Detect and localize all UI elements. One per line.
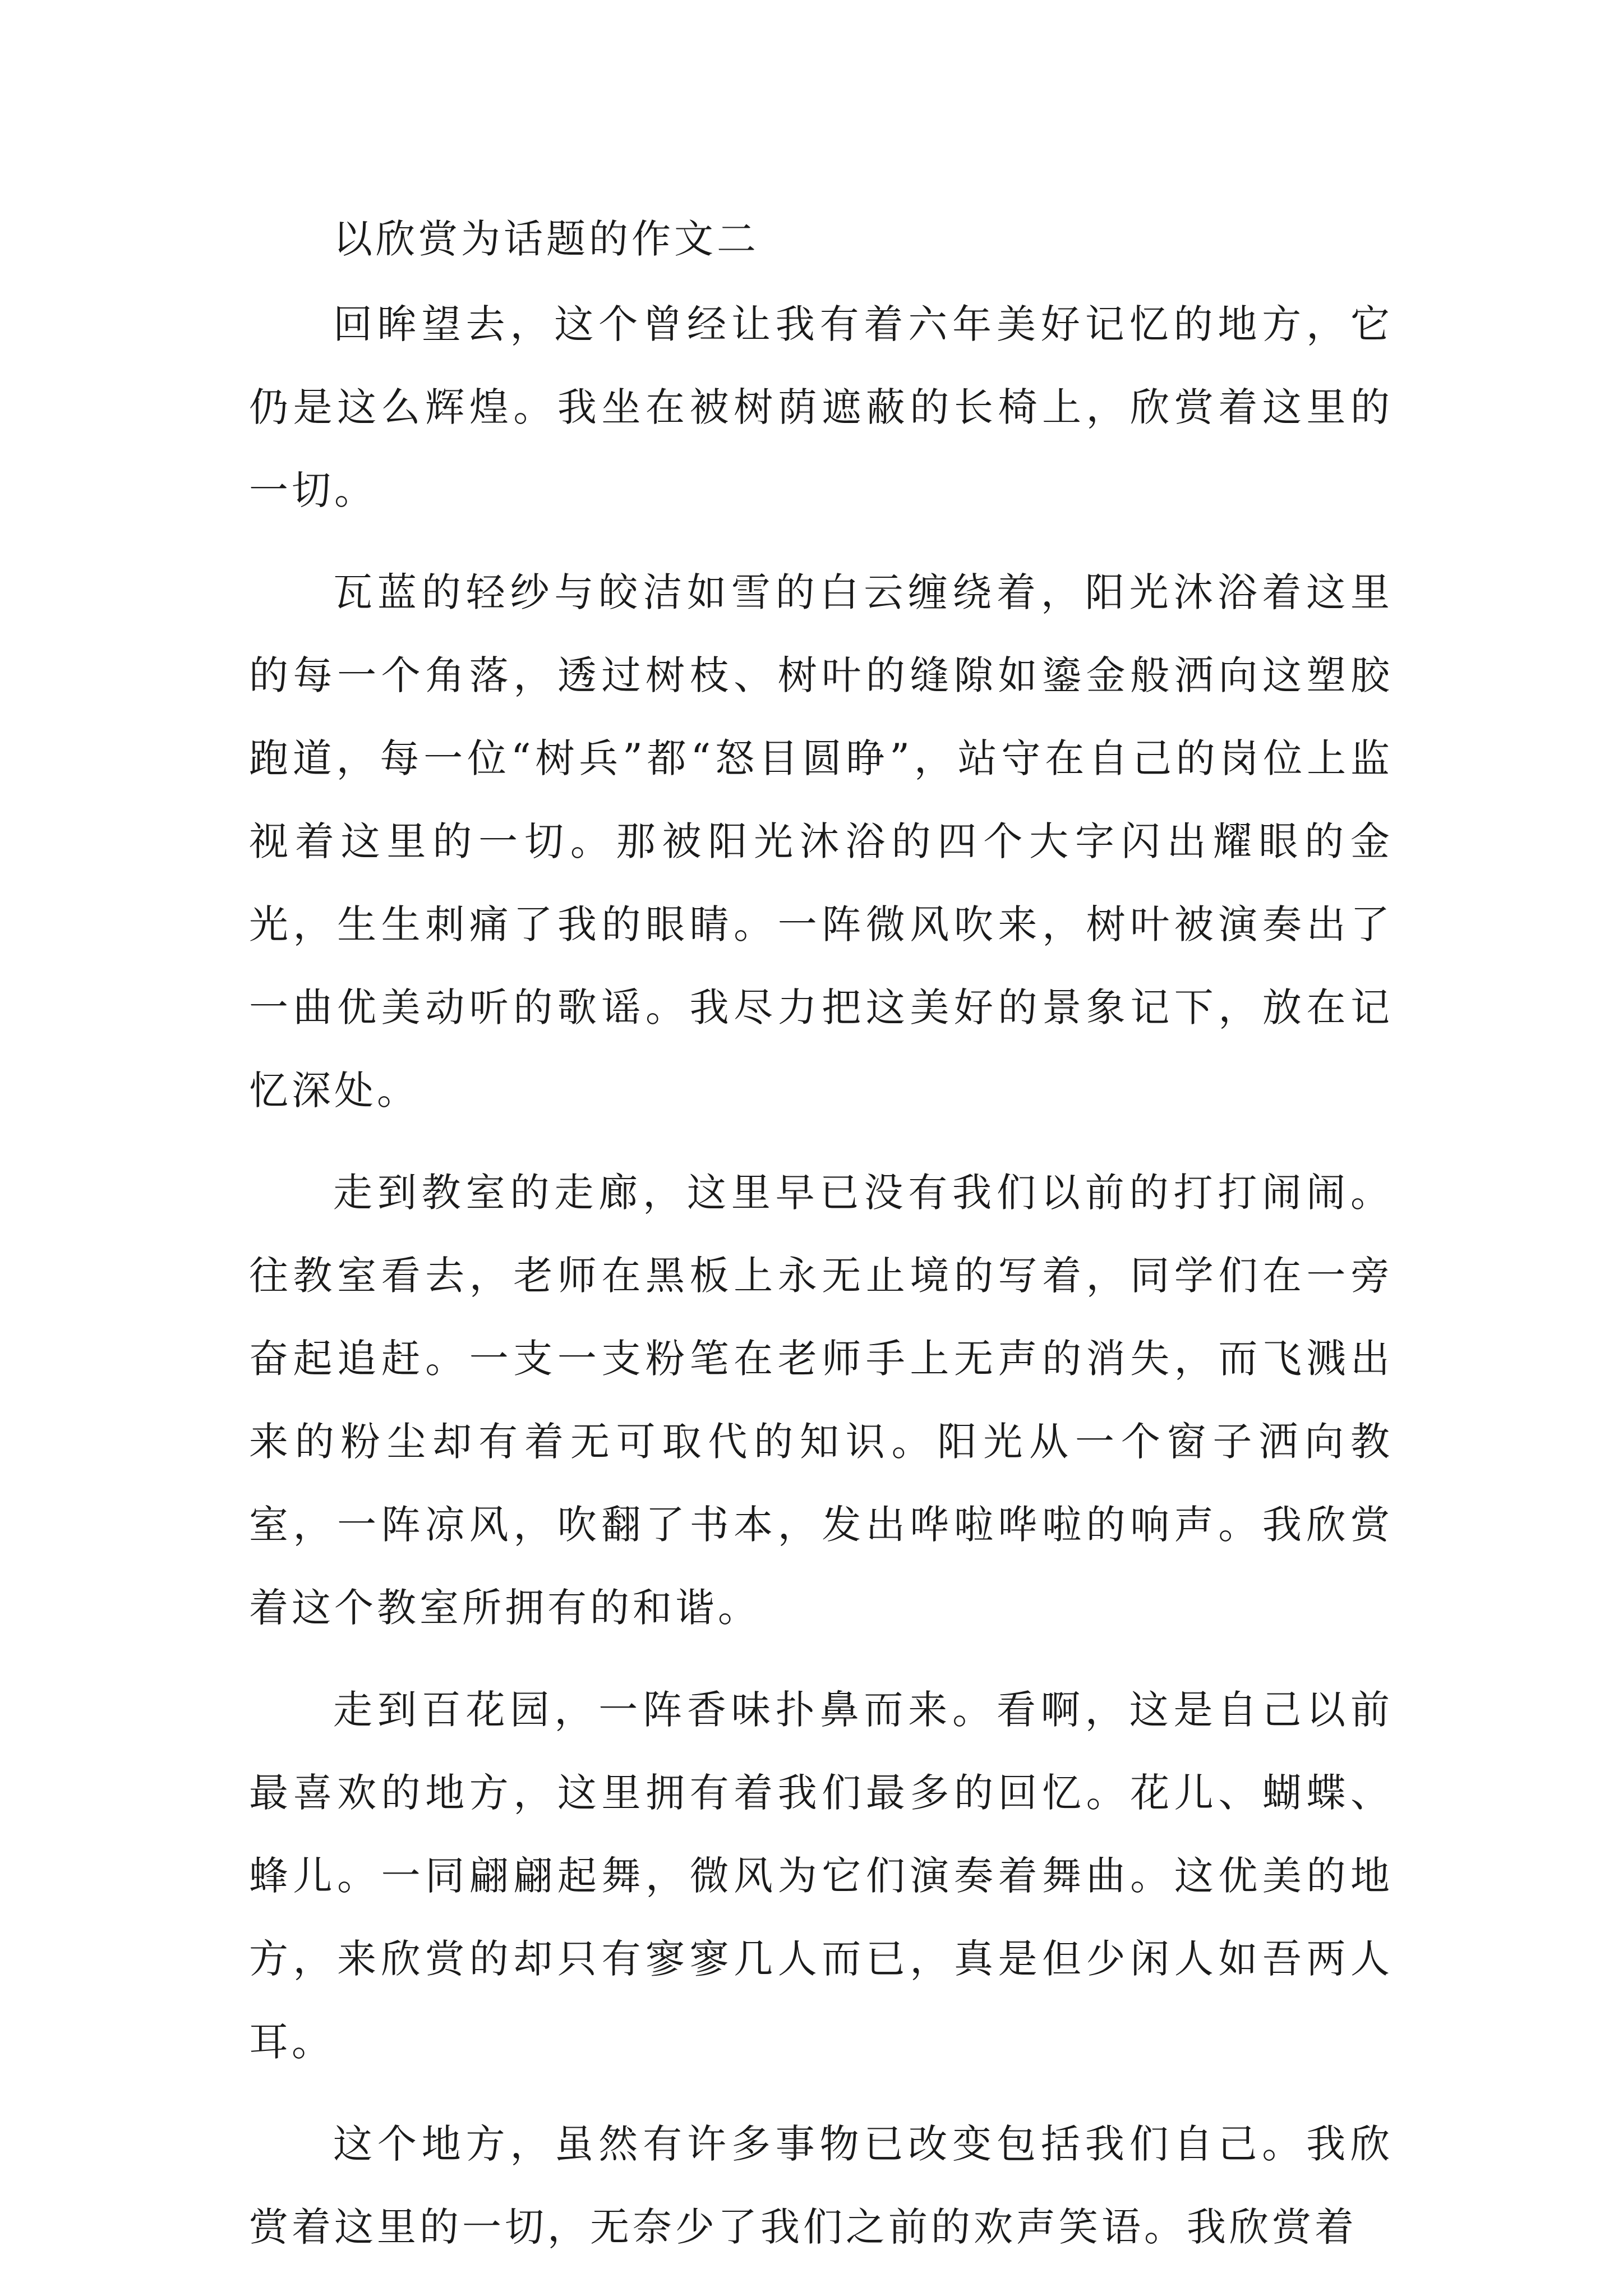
paragraph-2: 瓦蓝的轻纱与皎洁如雪的白云缠绕着，阳光沐浴着这里的每一个角落，透过树枝、树叶的缝隙如鎏金般洒向这塑胶跑道，每一位“树兵”都“怒目圆睁”，站守在自己的岗位上监视着这里的一切。那被阳光沐浴的四个大字闪出耀眼的金光，生生刺痛了我的眼睛。一阵微风吹来，树叶被演奏出了一曲优美动听的歌谣。我尽力把这美好的景象记下，放在记忆深处。 [249, 569, 1393, 1114]
paragraph-5: 这个地方，虽然有许多事物已改变包括我们自己。我欣赏着这里的一切，无奈少了我们之前的欢声笑语。我欣赏着 [249, 2121, 1393, 2250]
paragraph-4: 走到百花园，一阵香味扑鼻而来。看啊，这是自己以前最喜欢的地方，这里拥有着我们最多的回忆。花儿、蝴蝶、蜂儿。一同翩翩起舞，微风为它们演奏着舞曲。这优美的地方，来欣赏的却只有寥寥几人而已，真是但少闲人如吾两人耳。 [249, 1687, 1393, 2065]
paragraph-1: 回眸望去，这个曾经让我有着六年美好记忆的地方，它仍是这么辉煌。我坐在被树荫遮蔽的长椅上，欣赏着这里的一切。 [249, 301, 1393, 513]
paragraph-3: 走到教室的走廊，这里早已没有我们以前的打打闹闹。往教室看去，老师在黑板上永无止境的写着，同学们在一旁奋起追赶。一支一支粉笔在老师手上无声的消失，而飞溅出来的粉尘却有着无可取代的知识。阳光从一个窗子洒向教室，一阵凉风，吹翻了书本，发出哗啦哗啦的响声。我欣赏着这个教室所拥有的和谐。 [249, 1170, 1393, 1631]
document-body [249, 197, 1393, 2288]
essay-title: 以欣赏为话题的作文二 [333, 216, 759, 262]
